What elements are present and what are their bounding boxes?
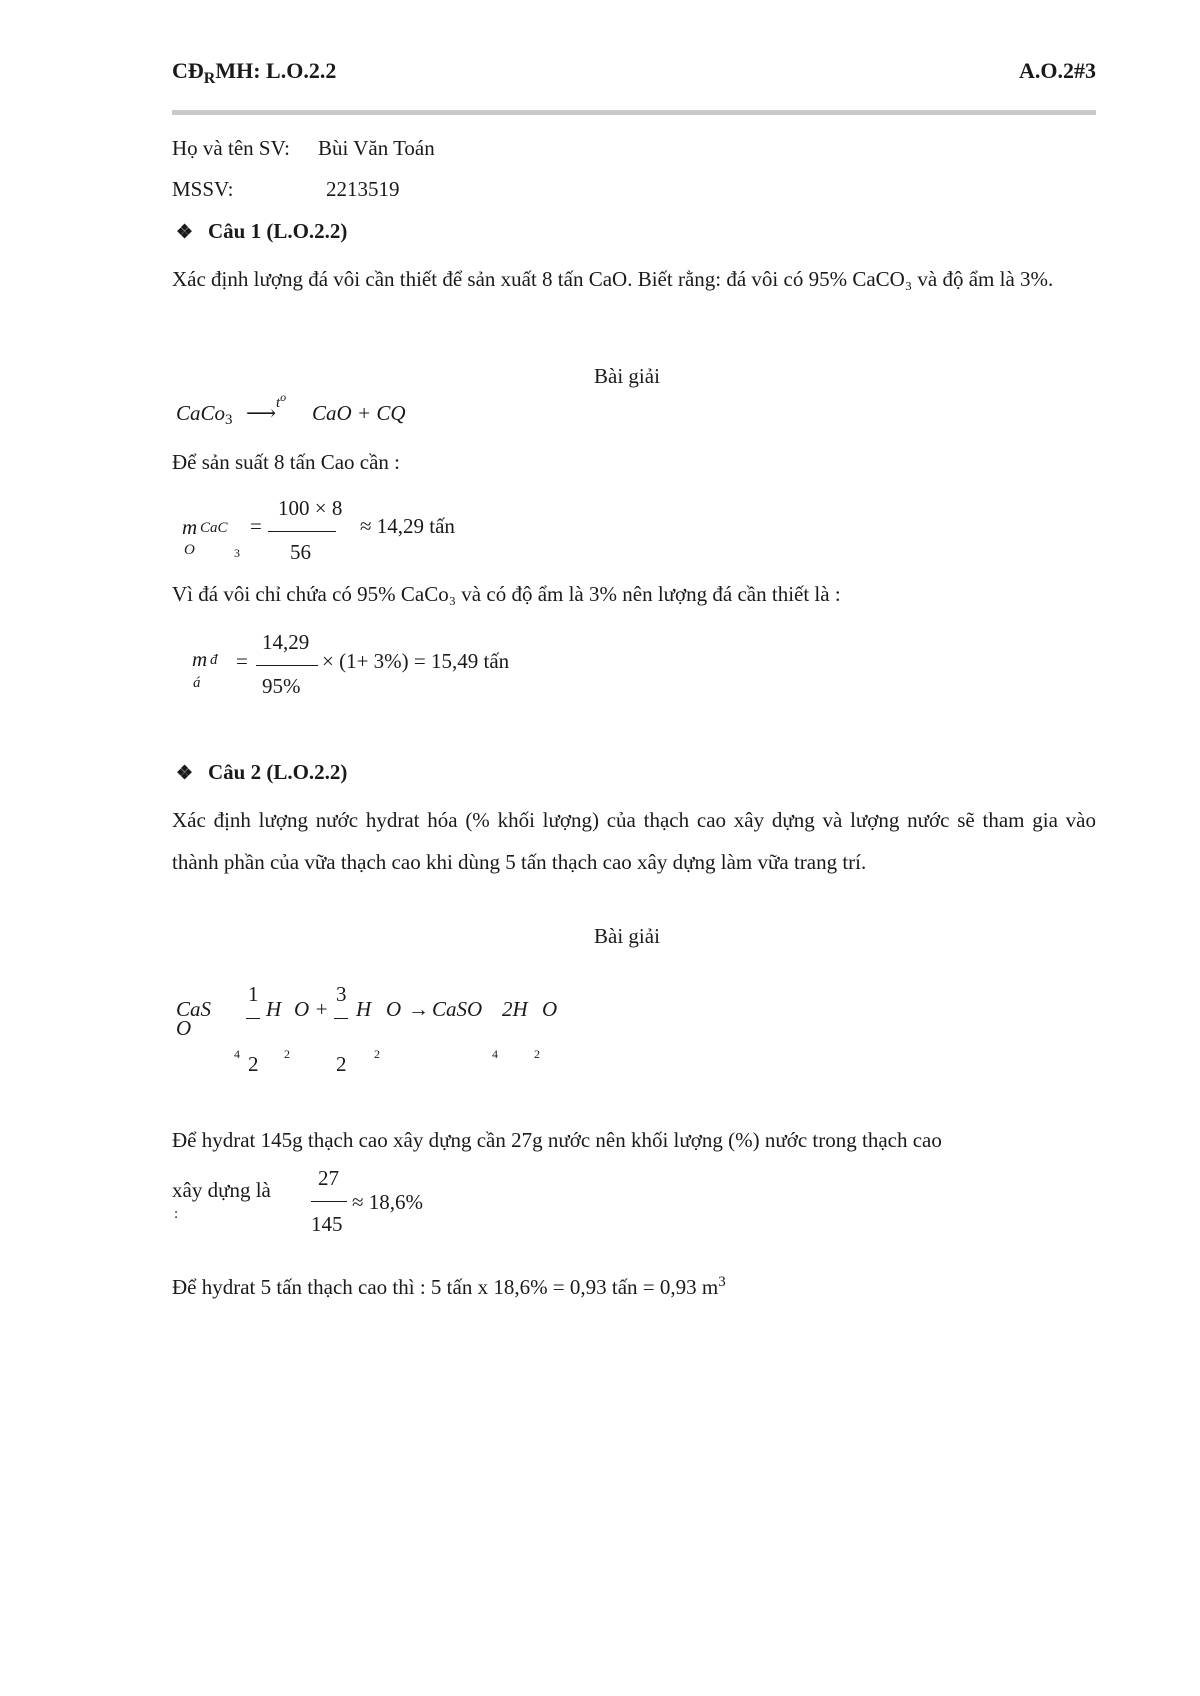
q2-frac-den: 145	[311, 1212, 343, 1236]
q2-r-f1-den: 2	[248, 1052, 259, 1076]
q1-step2: Vì đá vôi chỉ chứa có 95% CaCo₃ và có độ ẩm là 3% nên lượng đá cần thiết là :	[172, 582, 841, 606]
q2-r-h1: H	[266, 997, 282, 1021]
q2-r-water-o: O	[542, 997, 558, 1021]
q2-r-water-sub: 2	[534, 1047, 540, 1061]
q2-title: Câu 2 (L.O.2.2)	[208, 760, 348, 784]
q2-r-h1-sub: 2	[284, 1047, 290, 1061]
student-name-value: Bùi Văn Toán	[318, 136, 435, 160]
q1-m2-sub: đ	[210, 652, 218, 668]
student-id-label: MSSV:	[172, 177, 234, 201]
q2-r-h2-sub: 2	[374, 1047, 380, 1061]
q1-reaction-temp-sup: o	[280, 390, 287, 404]
header-left	[172, 58, 336, 88]
q1-frac1-num: 100 × 8	[278, 496, 343, 520]
header-left-main: CĐ	[172, 58, 204, 83]
q2-r-f1-line	[246, 1018, 260, 1019]
q1-result2: × (1+ 3%) = 15,49 tấn	[322, 649, 510, 673]
q1-frac2-den: 95%	[262, 674, 301, 698]
q2-r-sub4: 4	[234, 1047, 240, 1061]
q1-m-sub2: O	[184, 542, 195, 558]
q1-reaction-lhs-sub: 3	[225, 412, 233, 428]
header-left-sub: R	[203, 70, 216, 87]
q1-eq2: =	[236, 649, 248, 673]
q2-r-left-o: O	[176, 1016, 192, 1040]
q1-bullet-icon: ❖	[176, 222, 194, 243]
q1-frac2-line	[256, 665, 318, 666]
q1-reaction-rhs: CaO + CQ	[312, 401, 406, 425]
q1-eq1: =	[250, 514, 262, 538]
q1-m-symbol: m	[182, 515, 198, 539]
q2-step1b: xây dựng là	[172, 1178, 271, 1202]
q2-r-f2-line	[334, 1018, 348, 1019]
student-name-label: Họ và tên SV:	[172, 136, 291, 160]
q2-r-o1: O +	[294, 997, 329, 1021]
header-left-rest: MH: L.O.2.2	[215, 58, 337, 83]
q2-r-o2: O	[386, 997, 402, 1021]
q2-solution-heading: Bài giải	[594, 924, 660, 948]
q1-reaction-arrow: ⟶	[246, 401, 277, 425]
q2-step2-text: Để hydrat 5 tấn thạch cao thì : 5 tấn x 18,6% = 0,93 tấn = 0,93 m	[172, 1275, 719, 1299]
q1-frac2-num: 14,29	[262, 630, 310, 654]
q1-reaction-temp	[276, 390, 286, 412]
q1-solution-heading: Bài giải	[594, 364, 660, 388]
q1-title: Câu 1 (L.O.2.2)	[208, 219, 348, 243]
header-divider	[172, 110, 1096, 115]
q2-r-water: 2H	[502, 997, 528, 1021]
q2-r-arrow: →	[408, 997, 429, 1021]
q1-reaction-lhs: CaCo	[176, 401, 226, 425]
q2-step1c: :	[174, 1206, 179, 1222]
q2-prompt: Xác định lượng nước hydrat hóa (% khối lượng) của thạch cao xây dựng và lượng nước sẽ tham gia vào thành phần của vữa thạch cao khi dùng 5 tấn thạch cao xây dựng làm vữa trang trí.	[172, 808, 1096, 874]
q1-heading	[176, 217, 347, 247]
q2-frac-num: 27	[318, 1166, 339, 1190]
q2-r-left: CaS	[176, 997, 212, 1021]
q1-frac1-den: 56	[290, 540, 311, 564]
q1-frac1-line	[268, 531, 336, 532]
q1-result1: ≈ 14,29 tấn	[360, 514, 455, 538]
q2-r-h2: H	[356, 997, 372, 1021]
q2-step2-sup: 3	[718, 1274, 726, 1290]
q2-frac-line	[311, 1201, 347, 1202]
q1-reaction-temp-t: t	[276, 395, 281, 411]
q2-step1: Để hydrat 145g thạch cao xây dựng cần 27g nước nên khối lượng (%) nước trong thạch cao	[172, 1128, 942, 1152]
q1-reaction	[176, 399, 233, 434]
q1-m-sub3: 3	[234, 546, 240, 560]
q2-heading	[176, 758, 347, 788]
header-right: A.O.2#3	[1019, 58, 1096, 83]
q2-bullet-icon: ❖	[176, 763, 194, 784]
student-id-value: 2213519	[326, 177, 400, 201]
q1-m2-sub2: á	[193, 675, 201, 691]
q2-r-f2-den: 2	[336, 1052, 347, 1076]
q1-m2-symbol: m	[192, 647, 208, 671]
q2-r-product-sub: 4	[492, 1047, 498, 1061]
q1-step1: Để sản suất 8 tấn Cao cần :	[172, 450, 401, 474]
q1-prompt: Xác định lượng đá vôi cần thiết để sản xuất 8 tấn CaO. Biết rằng: đá vôi có 95% CaCO₃ và độ ẩm là 3%.	[172, 267, 1054, 291]
q2-frac-result: ≈ 18,6%	[352, 1190, 424, 1214]
q2-r-f1-num: 1	[248, 982, 259, 1006]
q2-r-f2-num: 3	[336, 982, 347, 1006]
q2-r-product: CaSO	[432, 997, 483, 1021]
q2-step2	[172, 1268, 726, 1301]
q1-m-sub: CaC	[200, 520, 228, 536]
